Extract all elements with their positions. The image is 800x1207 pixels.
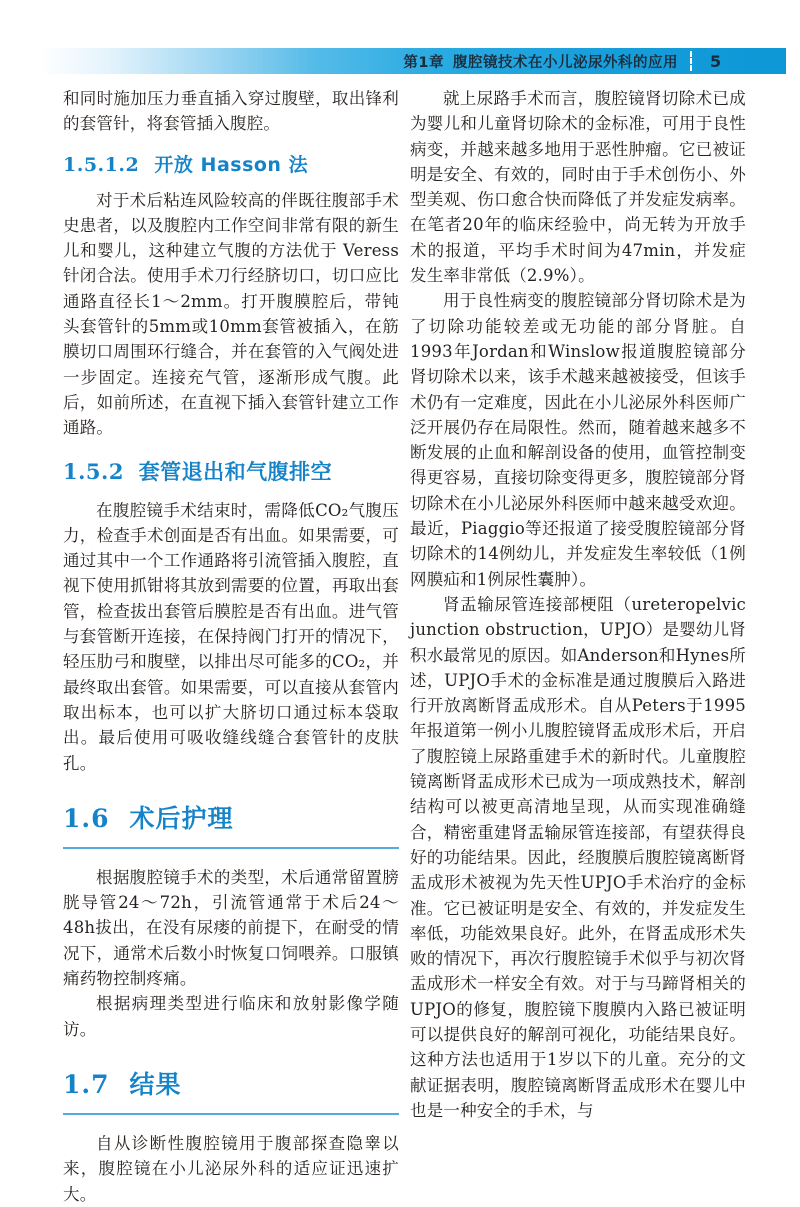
chapter-title: 腹腔镜技术在小儿泌尿外科的应用 [453,54,678,71]
paragraph: 用于良性病变的腹腔镜部分肾切除术是为了切除功能较差或无功能的部分肾脏。自1993年Jordan和Winslow报道腹腔镜部分肾切除术以来，该手术越来越被接受，但该手术仍有一定难度，因此在小儿泌尿外科医师广泛开展仍存在局限性。然而，随着越来越多不断发展的止血和解剖设备的使用，血管控制变得更容易，直接切除变得更多，腹腔镜部分肾切除术在小儿泌尿外科医师中越来越受欢迎。最近，Piaggio等还报道了接受腹腔镜部分肾切除术的14例幼儿，并发症发生率较低（1例网膜疝和1例尿性囊肿）。 [410,291,746,589]
chapter-header-bar [0,48,786,74]
heading-1-5-2 [63,456,399,486]
paragraph: 对于术后粘连风险较高的伴既往腹部手术史患者，以及腹腔内工作空间非常有限的新生儿和婴儿，这种建立气腹的方法优于 Veress 针闭合法。使用手术刀行经脐切口，切口应比通路直径长1～2mm。打开腹膜腔后，带钝头套管针的5mm或10mm套管被插入，在筋膜切口周围环行缝合，并在套管的入气阀处进一步固定。连接充气管，逐渐形成气腹。此后，如前所述，在直视下插入套管针建立工作通路。 [63,190,399,438]
two-column-body [63,86,746,1207]
left-column [63,86,399,1207]
heading-1-5-1-2 [63,150,399,177]
heading-number: 1.7 [63,1069,110,1099]
heading-number: 1.5.1.2 [63,153,140,176]
heading-title: 术后护理 [129,803,234,833]
heading-title: 开放 Hasson 法 [154,153,309,176]
chapter-number: 第1章 [403,54,444,71]
paragraph: 根据病理类型进行临床和放射影像学随访。 [63,994,399,1039]
paragraph: 根据腹腔镜手术的类型，术后通常留置膀胱导管24～72h，引流管通常于术后24～48h拔出，在没有尿瘘的前提下，在耐受的情况下，通常术后数小时恢复口饲喂养。口服镇痛药物控制疼痛。 [63,867,399,989]
paragraph: 在腹腔镜手术结束时，需降低CO₂气腹压力，检查手术创面是否有出血。如果需要，可通过其中一个工作通路将引流管插入腹腔，直视下使用抓钳将其放到需要的位置，再取出套管，检查拔出套管后膜腔是否有出血。进气管与套管断开连接，在保持阀门打开的情况下，轻压肋弓和腹壁，以排出尽可能多的CO₂，并最终取出套管。如果需要，可以直接从套管内取出标本，也可以扩大脐切口通过标本袋取出。最后使用可吸收缝线缝合套管针的皮肤孔。 [63,500,399,773]
heading-1-6 [63,799,399,849]
heading-1-7 [63,1065,399,1115]
page-number: 5 [710,51,722,71]
paragraph: 自从诊断性腹腔镜用于腹部探查隐睾以来，腹腔镜在小儿泌尿外科的适应证迅速扩大。 [63,1133,399,1204]
paragraph: 肾盂输尿管连接部梗阻（ureteropelvic junction obstruction，UPJO）是婴幼儿肾积水最常见的原因。如Anderson和Hynes所述，UPJO手术的金标准是通过腹膜后入路进行开放离断肾盂成形术。自从Peters于1995年报道第一例小儿腹腔镜肾盂成形术后，开启了腹腔镜上尿路重建手术的新时代。儿童腹腔镜离断肾盂成形术已成为一项成熟技术，解剖结构可以被更高清地呈现，从而实现准确缝合，精密重建肾盂输尿管连接部，有望获得良好的功能结果。因此，经腹膜后腹腔镜离断肾盂成形术被视为先天性UPJO手术治疗的金标准。它已被证明是安全、有效的，并发症发生率低，功能效果良好。此外，在肾盂成形术失败的情况下，再次行腹腔镜手术似乎与初次肾盂成形术一样安全有效。对于与马蹄肾相关的UPJO的修复，腹腔镜下腹膜内入路已被证明可以提供良好的解剖可视化，功能结果良好。这种方法也适用于1岁以下的儿童。充分的文献证据表明，腹腔镜离断肾盂成形术在婴儿中也是一种安全的手术，与 [410,594,746,1120]
heading-number: 1.5.2 [63,458,124,484]
heading-number: 1.6 [63,803,110,833]
heading-title: 套管退出和气腹排空 [138,459,333,484]
paragraph: 就上尿路手术而言，腹腔镜肾切除术已成为婴儿和儿童肾切除术的金标准，可用于良性病变，并越来越多地用于恶性肿瘤。它已被证明是安全、有效的，同时由于手术创伤小、外型美观、伤口愈合快而降低了并发症发病率。在笔者20年的临床经验中，尚无转为开放手术的报道，平均手术时间为47min，并发症发生率非常低（2.9%）。 [410,89,746,286]
paragraph-continuation: 和同时施加压力垂直插入穿过腹壁，取出锋利的套管针，将套管插入腹腔。 [63,89,399,134]
dashed-divider [690,51,692,71]
heading-title: 结果 [129,1069,182,1099]
right-column [410,86,746,1207]
